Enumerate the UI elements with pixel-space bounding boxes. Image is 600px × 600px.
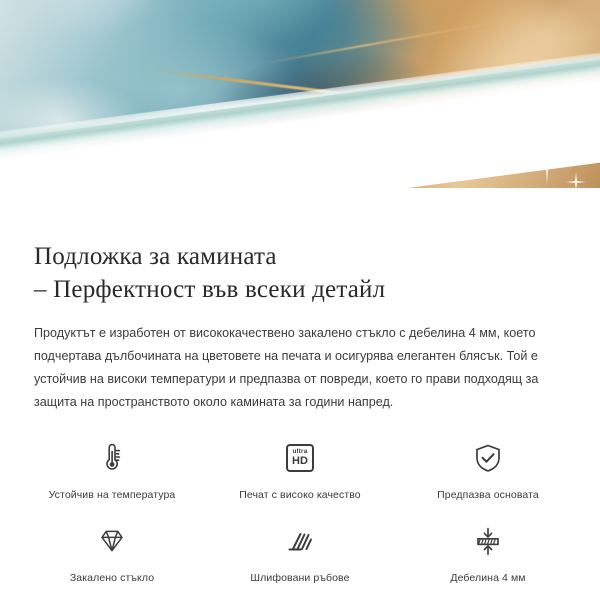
thickness-icon — [464, 517, 512, 565]
feature-label: Печат с високо качество — [239, 489, 361, 501]
page-title — [34, 240, 566, 306]
ultra-hd-badge-bottom: HD — [292, 455, 308, 468]
feature-item-tempered-glass — [18, 517, 206, 584]
feature-item-print-quality — [206, 434, 394, 501]
headline-line-1: Подложка за камината — [34, 243, 277, 270]
ultra-hd-icon — [276, 434, 324, 482]
diamond-icon — [88, 517, 136, 565]
feature-item-protects-base — [394, 434, 582, 501]
feature-label: Дебелина 4 мм — [450, 572, 526, 584]
description-paragraph: Продуктът е изработен от висококачествено закалено стъкло с дебелина 4 мм, което подчертава дълбочината на цветовете на печата и осигурява елегантен блясък. Той е устойчив на високи температури и предпазва от повреди, което го прави подходящ за защита на пространството около камината за години напред. — [34, 326, 539, 409]
feature-item-thickness — [394, 517, 582, 584]
feature-label: Закалено стъкло — [69, 572, 155, 584]
feature-item-polished-edges — [206, 517, 394, 584]
polished-edges-icon — [276, 517, 324, 565]
content-area — [0, 240, 600, 414]
hero-bottom-fade — [0, 188, 600, 222]
feature-label: Предпазва основата — [437, 489, 539, 501]
feature-label: Устойчив на температура — [48, 489, 176, 501]
hero-image — [0, 0, 600, 222]
headline-line-2: – Перфектност във всеки детайл — [34, 276, 386, 303]
ultra-hd-badge-top: ultra — [292, 447, 308, 455]
feature-grid — [0, 434, 600, 584]
feature-item-temperature — [18, 434, 206, 501]
shield-check-icon — [464, 434, 512, 482]
feature-label: Шлифовани ръбове — [250, 572, 350, 584]
thermometer-icon — [88, 434, 136, 482]
